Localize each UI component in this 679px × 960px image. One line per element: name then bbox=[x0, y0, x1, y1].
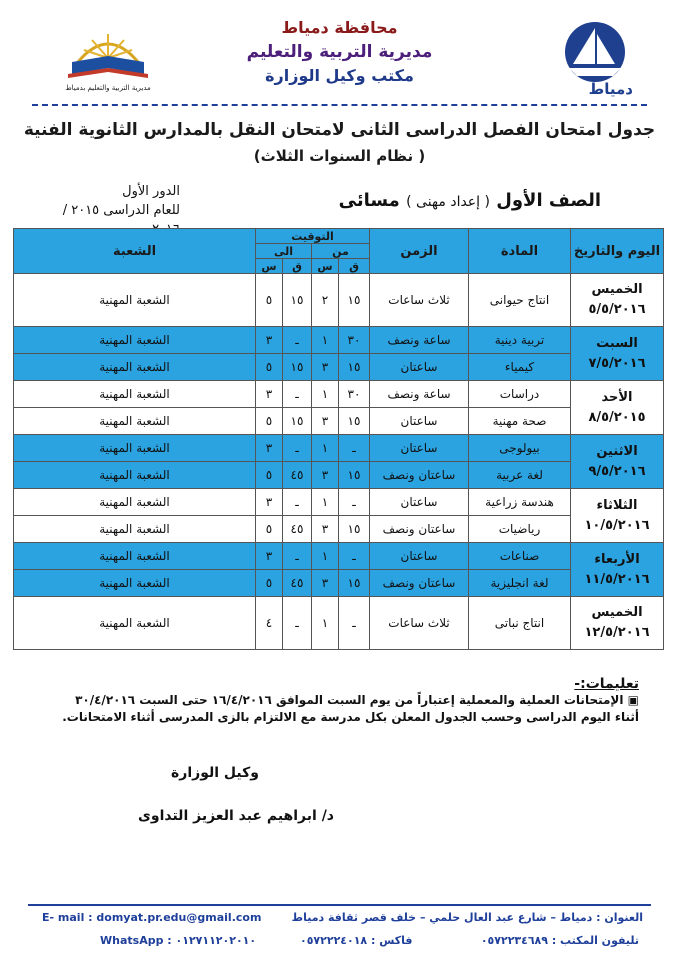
subject-cell: تربية دينية bbox=[469, 327, 571, 354]
duration-cell: ساعتان ونصف bbox=[370, 462, 469, 489]
table-row bbox=[14, 570, 664, 597]
damietta-logo bbox=[551, 18, 639, 100]
table-row bbox=[14, 489, 664, 516]
subject-cell: بيولوجى bbox=[469, 435, 571, 462]
day-name: الأحد bbox=[601, 389, 633, 405]
branch-cell: الشعبة المهنية bbox=[14, 274, 256, 327]
schedule-subtitle: ( نظام السنوات الثلاث) bbox=[253, 147, 426, 165]
day-date: ٨/٥/٢٠١٥ bbox=[588, 409, 646, 425]
from-s-cell: ١ bbox=[312, 327, 339, 354]
table-row bbox=[14, 327, 664, 354]
to-q-cell: ـ bbox=[283, 435, 312, 462]
subject-cell: لغة انجليزية bbox=[469, 570, 571, 597]
subject-cell: كيمياء bbox=[469, 354, 571, 381]
from-s-cell: ١ bbox=[312, 435, 339, 462]
logo-city-text: دمياط bbox=[588, 80, 633, 98]
instructions bbox=[39, 676, 639, 726]
header-from-q: ق bbox=[339, 259, 370, 274]
from-q-cell: ١٥ bbox=[339, 274, 370, 327]
signature-role: وكيل الوزارة bbox=[171, 765, 259, 781]
branch-cell: الشعبة المهنية bbox=[14, 462, 256, 489]
table-row bbox=[14, 543, 664, 570]
from-s-cell: ٣ bbox=[312, 354, 339, 381]
from-q-cell: ٣٠ bbox=[339, 327, 370, 354]
header-from-s: س bbox=[312, 259, 339, 274]
footer-fax: فاكس : ٠٥٧٢٢٢٤٠١٨ bbox=[300, 934, 413, 947]
duration-cell: ثلاث ساعات bbox=[370, 597, 469, 650]
subject-cell: صحة مهنية bbox=[469, 408, 571, 435]
page-header bbox=[0, 0, 679, 108]
day-date: ١٢/٥/٢٠١٦ bbox=[584, 625, 650, 640]
duration-cell: ساعتان ونصف bbox=[370, 516, 469, 543]
branch-cell: الشعبة المهنية bbox=[14, 381, 256, 408]
from-q-cell: ـ bbox=[339, 597, 370, 650]
to-q-cell: ـ bbox=[283, 489, 312, 516]
footer-phone: تليفون المكتب : ٠٥٧٢٢٣٤٦٨٩ bbox=[480, 934, 639, 947]
branch-cell: الشعبة المهنية bbox=[14, 570, 256, 597]
to-s-cell: ٥ bbox=[256, 462, 283, 489]
to-q-cell: ١٥ bbox=[283, 408, 312, 435]
branch-cell: الشعبة المهنية bbox=[14, 489, 256, 516]
header-to: الى bbox=[256, 244, 312, 259]
to-q-cell: ـ bbox=[283, 381, 312, 408]
subject-cell: دراسات bbox=[469, 381, 571, 408]
day-name: الخميس bbox=[591, 282, 643, 297]
day-name: الخميس bbox=[591, 605, 643, 620]
table-row bbox=[14, 462, 664, 489]
duration-cell: ساعتان bbox=[370, 354, 469, 381]
subject-cell: انتاج حيوانى bbox=[469, 274, 571, 327]
day-name: الأربعاء bbox=[594, 551, 640, 567]
from-q-cell: ١٥ bbox=[339, 462, 370, 489]
day-cell bbox=[571, 381, 664, 435]
header-to-q: ق bbox=[283, 259, 312, 274]
subject-cell: هندسة زراعية bbox=[469, 489, 571, 516]
duration-cell: ساعة ونصف bbox=[370, 327, 469, 354]
to-s-cell: ٣ bbox=[256, 435, 283, 462]
signature-name: د/ ابراهيم عبد العزيز التداوى bbox=[138, 808, 334, 824]
from-q-cell: ١٥ bbox=[339, 354, 370, 381]
footer-divider bbox=[28, 904, 651, 906]
branch-cell: الشعبة المهنية bbox=[14, 408, 256, 435]
from-q-cell: ١٥ bbox=[339, 570, 370, 597]
to-q-cell: ـ bbox=[283, 543, 312, 570]
header-day: اليوم والتاريخ bbox=[571, 229, 664, 274]
to-s-cell: ٣ bbox=[256, 543, 283, 570]
to-s-cell: ٥ bbox=[256, 570, 283, 597]
branch-cell: الشعبة المهنية bbox=[14, 516, 256, 543]
to-q-cell: ١٥ bbox=[283, 354, 312, 381]
exam-schedule-table bbox=[13, 228, 664, 650]
to-q-cell: ٤٥ bbox=[283, 570, 312, 597]
academic-year: للعام الدراسى ٢٠١٥ / bbox=[62, 203, 180, 218]
to-q-cell: ١٥ bbox=[283, 274, 312, 327]
header-duration: الزمن bbox=[370, 229, 469, 274]
day-date: ٩/٥/٢٠١٦ bbox=[588, 463, 646, 479]
grade-shift: مسائى bbox=[338, 190, 400, 211]
duration-cell: ثلاث ساعات bbox=[370, 274, 469, 327]
duration-cell: ساعتان bbox=[370, 435, 469, 462]
to-s-cell: ٥ bbox=[256, 516, 283, 543]
subject-cell: رياضيات bbox=[469, 516, 571, 543]
grade-name: الصف الأول bbox=[496, 190, 601, 211]
directorate-name: مديرية التربية والتعليم bbox=[246, 42, 433, 62]
office-name: مكتب وكيل الوزارة bbox=[265, 66, 414, 85]
header-from: من bbox=[312, 244, 370, 259]
to-s-cell: ٤ bbox=[256, 597, 283, 650]
instructions-line bbox=[39, 692, 639, 709]
from-q-cell: ١٥ bbox=[339, 516, 370, 543]
table-row bbox=[14, 597, 664, 650]
header-divider bbox=[32, 104, 647, 106]
day-name: الاثنين bbox=[596, 443, 638, 459]
day-name: السبت bbox=[596, 335, 638, 351]
from-s-cell: ٣ bbox=[312, 570, 339, 597]
day-date: ٧/٥/٢٠١٦ bbox=[588, 355, 646, 371]
to-q-cell: ٤٥ bbox=[283, 516, 312, 543]
from-s-cell: ١ bbox=[312, 543, 339, 570]
duration-cell: ساعتان bbox=[370, 489, 469, 516]
day-cell bbox=[571, 597, 664, 650]
to-s-cell: ٣ bbox=[256, 489, 283, 516]
table-row bbox=[14, 435, 664, 462]
table-row bbox=[14, 516, 664, 543]
header-to-s: س bbox=[256, 259, 283, 274]
branch-cell: الشعبة المهنية bbox=[14, 597, 256, 650]
bullet-icon: ▣ bbox=[623, 693, 639, 707]
from-s-cell: ٣ bbox=[312, 462, 339, 489]
duration-cell: ساعتان bbox=[370, 408, 469, 435]
schedule-title: جدول امتحان الفصل الدراسى الثانى لامتحان النقل بالمدارس الثانوية الفنية bbox=[23, 120, 656, 140]
day-date: ٥/٥/٢٠١٦ bbox=[588, 302, 646, 317]
from-q-cell: ـ bbox=[339, 489, 370, 516]
to-s-cell: ٣ bbox=[256, 381, 283, 408]
subject-cell: لغة عربية bbox=[469, 462, 571, 489]
table-row bbox=[14, 354, 664, 381]
to-q-cell: ـ bbox=[283, 597, 312, 650]
subject-cell: انتاج نباتى bbox=[469, 597, 571, 650]
grade-label bbox=[339, 190, 601, 211]
grade-type: ( إعداد مهنى ) bbox=[406, 194, 490, 210]
from-q-cell: ٣٠ bbox=[339, 381, 370, 408]
duration-cell: ساعتان ونصف bbox=[370, 570, 469, 597]
to-s-cell: ٣ bbox=[256, 327, 283, 354]
to-s-cell: ٥ bbox=[256, 274, 283, 327]
instructions-title: تعليمات:- bbox=[574, 676, 639, 692]
branch-cell: الشعبة المهنية bbox=[14, 327, 256, 354]
from-q-cell: ١٥ bbox=[339, 408, 370, 435]
day-date: ١١/٥/٢٠١٦ bbox=[584, 571, 650, 587]
duration-cell: ساعة ونصف bbox=[370, 381, 469, 408]
day-name: الثلاثاء bbox=[596, 497, 638, 513]
from-s-cell: ٣ bbox=[312, 516, 339, 543]
day-cell bbox=[571, 543, 664, 597]
subject-cell: صناعات bbox=[469, 543, 571, 570]
instructions-text-1: الإمتحانات العملية والمعملية إعتباراً من يوم السبت الموافق ١٦/٤/٢٠١٦ حتى السبت ٣٠/٤/٢٠١٦ bbox=[75, 693, 624, 707]
governorate-name: محافظة دمياط bbox=[281, 18, 398, 37]
day-cell bbox=[571, 274, 664, 327]
footer-address: العنوان : دمياط – شارع عبد العال حلمي – خلف قصر ثقافة دمياط bbox=[291, 911, 643, 924]
to-q-cell: ـ bbox=[283, 327, 312, 354]
branch-cell: الشعبة المهنية bbox=[14, 543, 256, 570]
to-s-cell: ٥ bbox=[256, 354, 283, 381]
instructions-text-2: أثناء اليوم الدراسى وحسب الجدول المعلن بكل مدرسة مع الالتزام بالزى المدرسى أثناء الامتحانات. bbox=[62, 710, 639, 724]
day-cell bbox=[571, 327, 664, 381]
from-s-cell: ٣ bbox=[312, 408, 339, 435]
logo-caption: مديرية التربية والتعليم بدمياط bbox=[65, 84, 151, 92]
from-s-cell: ٢ bbox=[312, 274, 339, 327]
from-s-cell: ١ bbox=[312, 597, 339, 650]
day-cell bbox=[571, 489, 664, 543]
table-row bbox=[14, 408, 664, 435]
header-subject: المادة bbox=[469, 229, 571, 274]
round-label: الدور الأول bbox=[122, 184, 180, 199]
table-row bbox=[14, 381, 664, 408]
footer-whatsapp: WhatsApp : ٠١٢٧١١٢٠٢٠١٠ bbox=[100, 934, 257, 947]
footer-email: E- mail : domyat.pr.edu@gmail.com bbox=[42, 911, 262, 924]
duration-cell: ساعتان bbox=[370, 543, 469, 570]
from-q-cell: ـ bbox=[339, 435, 370, 462]
from-q-cell: ـ bbox=[339, 543, 370, 570]
header-branch: الشعبة bbox=[14, 229, 256, 274]
day-cell bbox=[571, 435, 664, 489]
branch-cell: الشعبة المهنية bbox=[14, 435, 256, 462]
table-row bbox=[14, 274, 664, 327]
from-s-cell: ١ bbox=[312, 489, 339, 516]
from-s-cell: ١ bbox=[312, 381, 339, 408]
to-q-cell: ٤٥ bbox=[283, 462, 312, 489]
to-s-cell: ٥ bbox=[256, 408, 283, 435]
day-date: ١٠/٥/٢٠١٦ bbox=[584, 517, 650, 533]
header-timing: التوقيت bbox=[256, 229, 370, 244]
branch-cell: الشعبة المهنية bbox=[14, 354, 256, 381]
